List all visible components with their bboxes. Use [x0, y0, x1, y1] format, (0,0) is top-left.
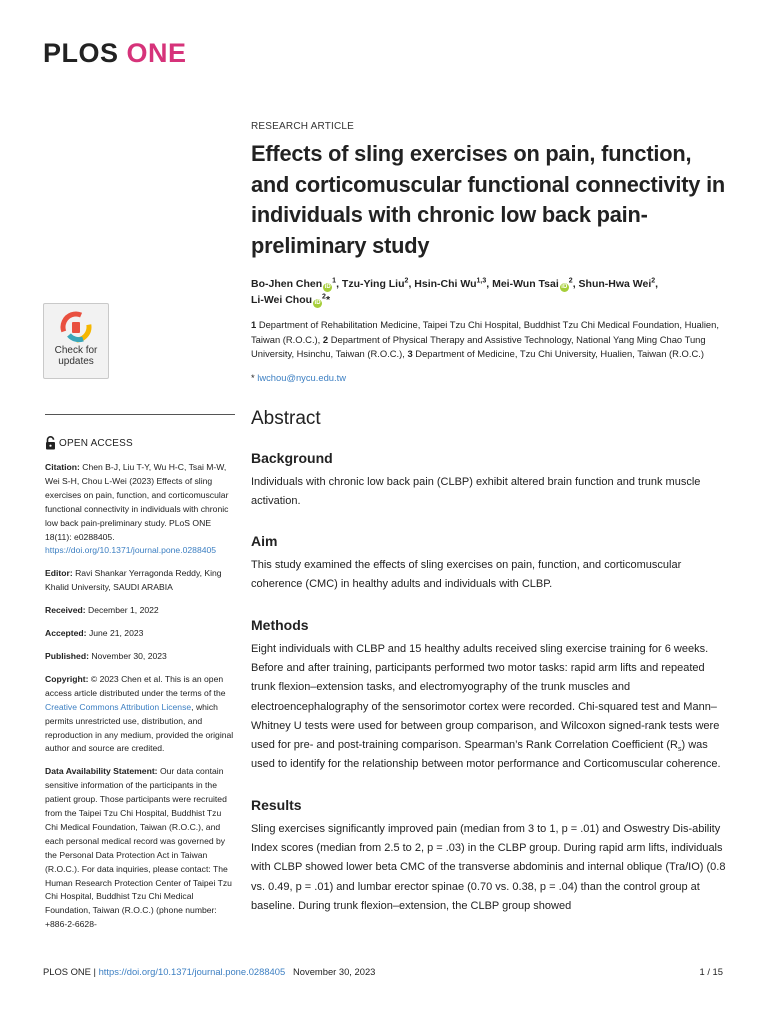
author-separator: , [336, 278, 342, 290]
author-affiliation-number: 2 [568, 277, 573, 285]
orcid-icon[interactable]: iD [561, 284, 568, 290]
footer-doi-link[interactable]: https://doi.org/10.1371/journal.pone.0288405 [98, 966, 286, 977]
author-affiliation-number: 2 [322, 293, 326, 301]
editor-text: Ravi Shankar Yerragonda Reddy, King Khalid University, SAUDI ARABIA [45, 568, 222, 593]
author-separator: * [325, 294, 331, 306]
data-availability-text: Our data contain sensitive information of the participants in the patient group. Those participants were recruited from the Taipei Tzu Chi Hospital, Buddhist Tzu Chi Medical Foundation, Taiwan (R.O.C.), and each personal medical record was governed by the Personal Data Protection Act in Taiwan (R.O.C.). For data inquiries, please contact: The Human Research Protection Center of Taipei Tzu Chi Hospital, Buddhist Tzu Chi Medical Foundation, Taiwan (R.O.C.) (phone number: +886-2-6628- [45, 766, 232, 930]
author-affiliation-number: 1,3 [476, 277, 487, 285]
author-name[interactable]: Shun-Hwa Wei [578, 278, 652, 290]
copyright-block [45, 673, 235, 756]
abstract-heading: Abstract [251, 407, 321, 429]
author-entry [579, 278, 659, 290]
aim-heading: Aim [251, 533, 278, 550]
author-name[interactable]: Li-Wei Chou [251, 294, 313, 306]
corresponding-email-link[interactable]: lwchou@nycu.edu.tw [257, 371, 346, 383]
author-separator: , [408, 278, 415, 290]
page-number: 1 / 15 [699, 966, 723, 977]
author-affiliation-number: 2 [651, 277, 656, 285]
methods-heading: Methods [251, 616, 309, 633]
aim-text: This study examined the effects of sling exercises on pain, function, and corticomuscular coherence (CMC) in healthy adults and individuals with CLBP. [251, 559, 682, 591]
affiliation-text: Department of Medicine, Tzu Chi University, Hualien, Taiwan (R.O.C.) [415, 348, 704, 359]
author-entry [342, 278, 414, 290]
author-name[interactable]: Hsin-Chi Wu [414, 278, 477, 290]
badge-line-1: Check for [54, 345, 98, 356]
author-separator: , [572, 278, 579, 290]
affiliation-number: 1 [251, 319, 257, 330]
affiliations [251, 318, 731, 362]
data-availability-block [45, 765, 235, 932]
footer-journal: PLOS ONE [43, 966, 91, 977]
open-access-text: OPEN ACCESS [59, 437, 133, 449]
author-affiliation-number: 2 [404, 277, 409, 285]
accepted-label: Accepted: [45, 628, 87, 639]
editor-block [45, 567, 235, 595]
author-affiliation-number: 1 [332, 277, 337, 285]
badge-line-2: updates [58, 356, 94, 367]
citation-doi-link[interactable]: https://doi.org/10.1371/journal.pone.0288405 [45, 545, 217, 556]
author-entry [251, 294, 330, 306]
methods-text [251, 640, 731, 775]
received-block [45, 604, 235, 618]
published-date: November 30, 2023 [91, 650, 167, 661]
background-text: Individuals with chronic low back pain (CLBP) exhibit altered brain function and trunk muscle activation. [251, 475, 701, 507]
author-entry [251, 278, 342, 290]
check-for-updates-icon [60, 311, 92, 343]
author-separator: , [486, 278, 493, 290]
background-heading: Background [251, 449, 333, 466]
received-date: December 1, 2022 [88, 605, 159, 616]
methods-subscript: s [677, 746, 682, 754]
methods-text-part-2: ) was used to identify for the relationship between motor performance and Corticomuscular coherence. [251, 739, 721, 771]
citation-text: Chen B-J, Liu T-Y, Wu H-C, Tsai M-W, Wei S-H, Chou L-Wei (2023) Effects of sling exercises on pain, function, and corticomuscular functional connectivity in individuals with chronic low back pain-preliminary study. PLoS ONE 18(11): e0288405. [45, 462, 229, 542]
copyright-text-1: © 2023 Chen et al. This is an open access article distributed under the terms of the [45, 673, 226, 698]
open-access-label [45, 436, 235, 450]
logo-plos-text: PLOS [43, 38, 119, 68]
affiliation-number: 2 [322, 333, 329, 345]
author-entry [492, 278, 578, 290]
article-main [251, 121, 731, 916]
author-entry [414, 278, 492, 290]
received-label: Received: [45, 605, 86, 616]
published-label: Published: [45, 650, 89, 661]
data-availability-label: Data Availability Statement: [45, 766, 158, 777]
affiliation-number: 3 [407, 348, 413, 359]
article-sidebar [45, 414, 235, 932]
author-separator: , [655, 278, 659, 290]
author-name[interactable]: Tzu-Ying Liu [341, 278, 405, 290]
sidebar-divider [45, 414, 235, 415]
article-title: Effects of sling exercises on pain, function, and corticomuscular functional connectivity in individuals with chronic low back pain-preliminary study [251, 141, 726, 258]
results-text: Sling exercises significantly improved pain (median from 3 to 1, p = .01) and Oswestry Dis-ability Index scores (median from 2.5 to 2, p = .03) in the CLBP group. During rapid arm lifts, individuals with CLBP showed lower beta CMC of the transverse abdominis and internal oblique (Tra/IO) (0.8 vs. 0.49, p = .01) and lumbar erector spinae (0.70 vs. 0.38, p = .04) than the control group at baseline. During trunk flexion–extension, the CLBP group showed [251, 822, 726, 912]
affiliation-text: Department of Rehabilitation Medicine, Taipei Tzu Chi Hospital, Buddhist Tzu Chi Medical Foundation, Hualien, Taiwan (R.O.C.), [251, 319, 719, 345]
affiliation-text: Department of Physical Therapy and Assistive Technology, National Yang Ming Chao Tung University, Hsinchu, Taiwan (R.O.C.), [251, 333, 706, 359]
logo-one-text: ONE [126, 38, 187, 68]
plos-one-logo [43, 38, 187, 69]
corresponding-mark: * [251, 371, 255, 383]
author-list [251, 276, 731, 308]
accepted-block [45, 627, 235, 641]
orcid-icon[interactable]: iD [324, 284, 331, 290]
footer-date: November 30, 2023 [293, 966, 376, 977]
copyright-label: Copyright: [45, 673, 89, 684]
methods-text-part-1: Eight individuals with CLBP and 15 healthy adults received sling exercise training for 6 weeks. Before and after training, participants performed two motor tasks: rapid arm lifts and repeated trunk flexion–extension tasks, and electromyography of the trunk muscles and electroencephalography of the sensorimotor cortex were recorded. Chi-squared test and Mann–Whitney U tests were used for between group comparison, and Wilcoxon signed-rank tests were used for pre- and post-training comparison. Spearman’s Rank Correlation Coefficient (R [251, 642, 720, 752]
license-link[interactable]: Creative Commons Attribution License [45, 701, 192, 712]
corresponding-author [251, 372, 731, 383]
accepted-date: June 21, 2023 [88, 628, 144, 639]
copyright-text-2: , which permits unrestricted use, distribution, and reproduction in any medium, provided the original author and source are credited. [45, 701, 234, 754]
citation-block [45, 461, 235, 558]
footer-separator: | [90, 966, 99, 977]
citation-label: Citation: [45, 462, 80, 472]
orcid-icon[interactable]: iD [314, 300, 321, 306]
published-block [45, 650, 235, 664]
results-heading: Results [251, 796, 302, 813]
check-for-updates-badge[interactable] [43, 303, 109, 379]
editor-label: Editor: [45, 568, 73, 579]
article-type: RESEARCH ARTICLE [251, 121, 355, 132]
open-access-lock-icon [45, 436, 56, 450]
author-name[interactable]: Bo-Jhen Chen [251, 278, 323, 290]
page-footer [43, 966, 723, 977]
author-name[interactable]: Mei-Wun Tsai [492, 278, 559, 290]
